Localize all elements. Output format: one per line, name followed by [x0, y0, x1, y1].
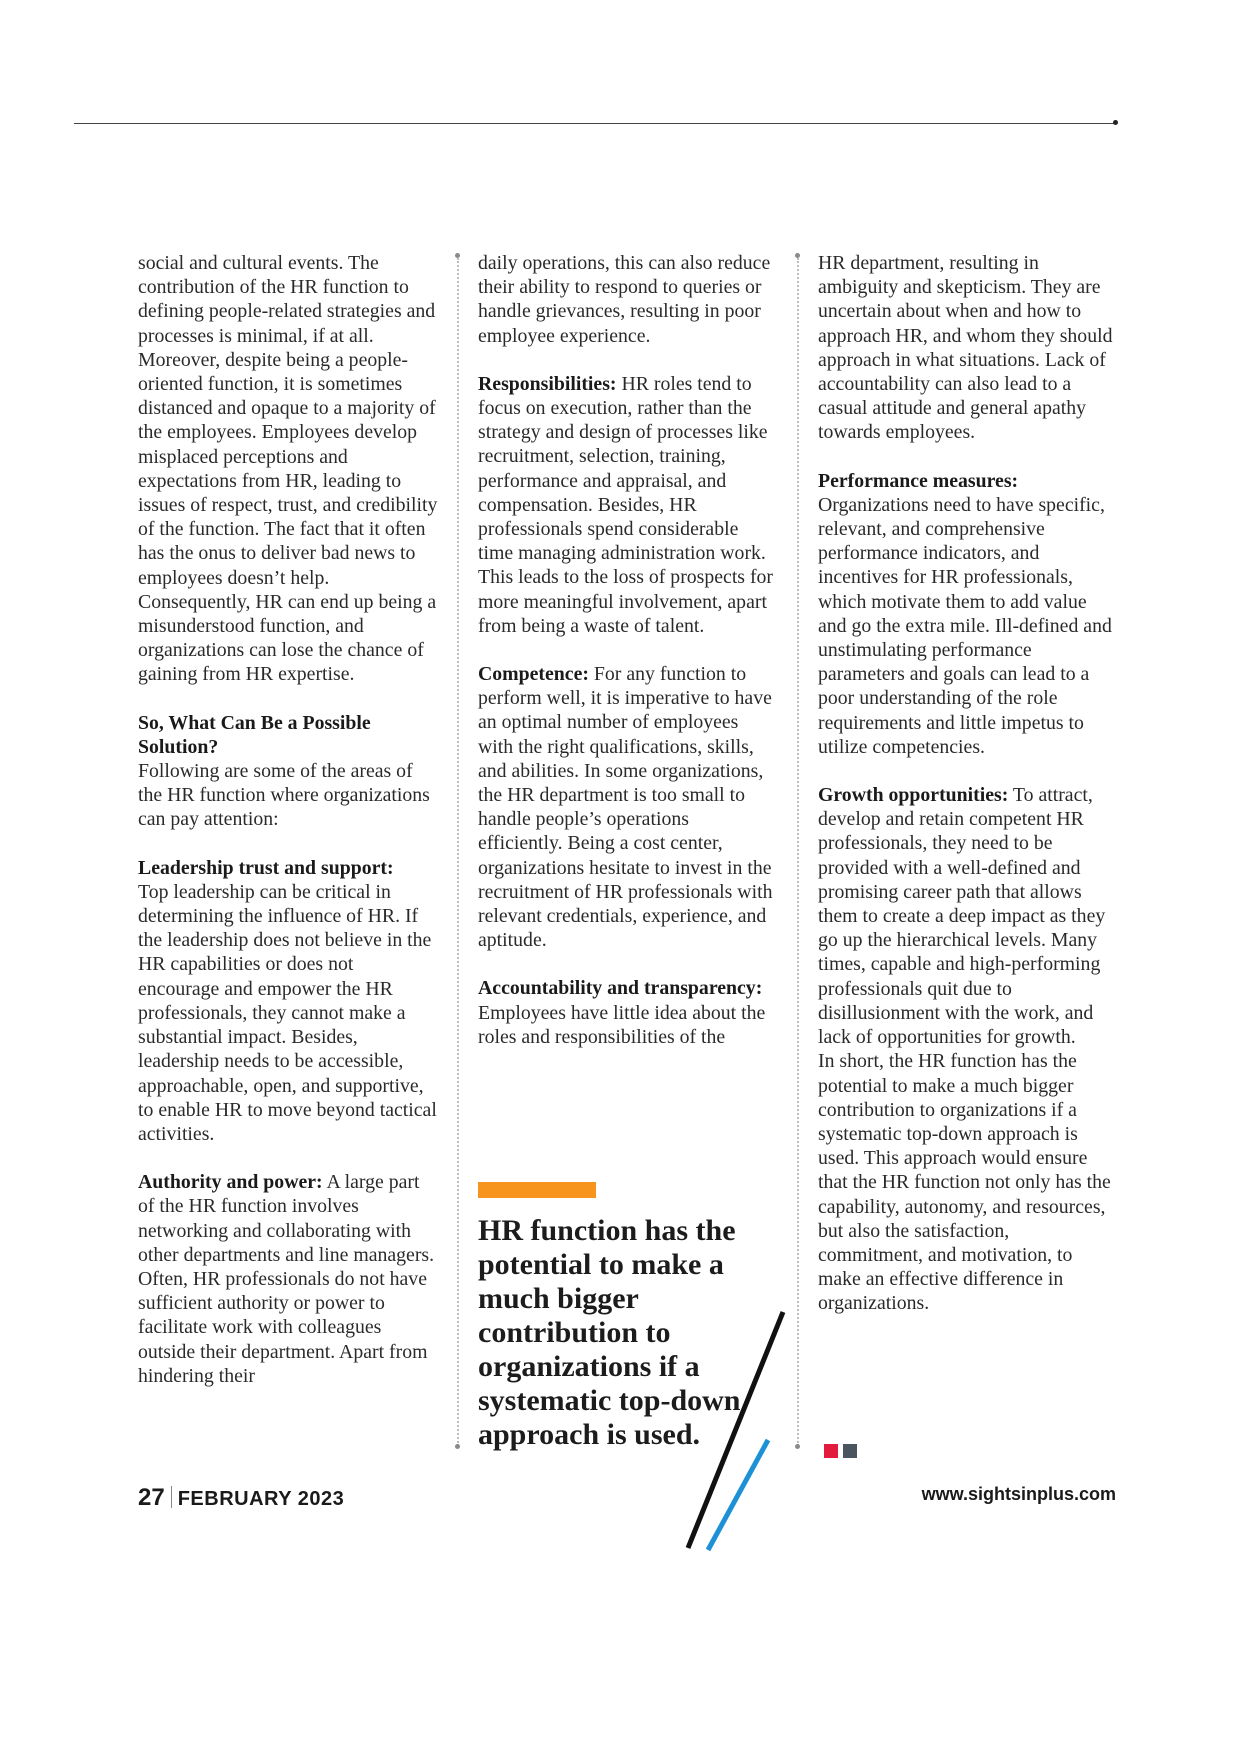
col1-paragraph-4: Authority and power: A large part of the HR function involves networking and collaborating with other departments and line managers. Often, HR professionals do not have sufficient authority or power to facilitate work with colleagues outside their department. Apart from hindering their	[138, 1171, 435, 1387]
column-2	[478, 251, 778, 1049]
divider-2-top-dot	[795, 253, 800, 258]
footer-folio	[138, 1484, 344, 1512]
top-rule	[74, 123, 1116, 124]
slash-line-black	[688, 1312, 783, 1548]
col1-heading-leadership: Leadership trust and support:	[138, 856, 394, 879]
col1-heading-solution: So, What Can Be a Possible Solution?	[138, 711, 371, 758]
col3-paragraph-4: In short, the HR function has the potential to make a much bigger contribution to organizations if a systematic top-down approach is used. This approach would ensure that the HR function not only has the capability, autonomy, and resources, but also the satisfaction, commitment, and motivation, to make an effective difference in organizations.	[818, 1050, 1111, 1315]
col2-paragraph-4: Accountability and transparency: Employees have little idea about the roles and responsibilities of the	[478, 977, 766, 1048]
website-url: www.sightsinplus.com	[921, 1484, 1116, 1504]
column-3	[818, 251, 1118, 1316]
column-1	[138, 251, 438, 1388]
end-square-gray	[843, 1444, 857, 1458]
footer-separator	[171, 1486, 172, 1508]
col3-paragraph-1: HR department, resulting in ambiguity and skepticism. They are uncertain about when and how to approach HR, and whom they should approach in what situations. Lack of accountability can also lead to a casual attitude and general apathy towards employees.	[818, 252, 1113, 444]
divider-1-bottom-dot	[455, 1444, 460, 1449]
decorative-slash-lines	[680, 1310, 790, 1560]
page-number: 27	[138, 1484, 165, 1511]
slash-line-blue	[708, 1440, 768, 1550]
end-of-article-marker	[824, 1444, 862, 1462]
divider-1-top-dot	[455, 253, 460, 258]
col2-heading-accountability: Accountability and transparency:	[478, 977, 763, 1000]
column-divider-1	[457, 258, 459, 1446]
col2-paragraph-3: Competence: For any function to perform well, it is imperative to have an optimal number of employees with the right qualifications, skills, and abilities. In some organizations, the HR department is too small to handle people’s operations efficiently. Being a cost center, organizations hesitate to invest in the recruitment of HR professionals with relevant credentials, experience, and aptitude.	[478, 663, 773, 952]
col1-paragraph-2: Following are some of the areas of the HR function where organizations can pay attention:	[138, 760, 430, 831]
pull-quote: HR function has the potential to make a much bigger contribution to organizations if a systematic top-down approach is used.	[478, 1214, 741, 1451]
column-divider-2	[797, 258, 799, 1446]
col3-paragraph-3: Growth opportunities: To attract, develop and retain competent HR professionals, they need to be provided with a well-defined and promising career path that allows them to create a deep impact as they go up the hierarchical levels. Many times, capable and high-performing professionals quit due to disillusionment with the work, and lack of opportunities for growth.	[818, 784, 1106, 1049]
col1-paragraph-1: social and cultural events. The contribution of the HR function to defining people-related strategies and processes is minimal, if at all. Moreover, despite being a people-oriented function, it is sometimes distanced and opaque to a majority of the employees. Employees develop misplaced perceptions and expectations from HR, leading to issues of respect, trust, and credibility of the function. The fact that it often has the onus to deliver bad news to employees doesn’t help. Consequently, HR can end up being a misunderstood function, and organizations can lose the chance of gaining from HR expertise.	[138, 252, 438, 686]
col2-heading-competence: Competence:	[478, 663, 589, 686]
col2-heading-responsibilities: Responsibilities:	[478, 372, 617, 395]
col3-heading-growth: Growth opportunities:	[818, 784, 1009, 807]
col3-paragraph-2: Organizations need to have specific, relevant, and comprehensive performance indicators, and incentives for HR professionals, which motivate them to add value and go the extra mile. Ill-defined and unstimulating performance parameters and goals can lead to a poor understanding of the role requirements and little impetus to utilize competencies.	[818, 493, 1112, 758]
pull-quote-accent-bar	[478, 1182, 596, 1198]
col1-heading-authority: Authority and power:	[138, 1171, 323, 1194]
divider-2-bottom-dot	[795, 1444, 800, 1449]
end-square-red	[824, 1444, 838, 1458]
col2-paragraph-1: daily operations, this can also reduce their ability to respond to queries or handle grievances, resulting in poor employee experience.	[478, 252, 771, 347]
col1-paragraph-3: Top leadership can be critical in determining the influence of HR. If the leadership does not believe in the HR capabilities or does not encourage and empower the HR professionals, they cannot make a substantial impact. Besides, leadership needs to be accessible, approachable, open, and supportive, to enable HR to move beyond tactical activities.	[138, 880, 437, 1145]
top-rule-dot	[1113, 120, 1118, 125]
col2-paragraph-2: Responsibilities: HR roles tend to focus on execution, rather than the strategy and design of processes like recruitment, selection, training, performance and appraisal, and compensation. Besides, HR professionals spend considerable time managing administration work. This leads to the loss of prospects for more meaningful involvement, apart from being a waste of talent.	[478, 372, 774, 637]
issue-date: FEBRUARY 2023	[177, 1488, 345, 1510]
col3-heading-performance: Performance measures:	[818, 469, 1019, 492]
